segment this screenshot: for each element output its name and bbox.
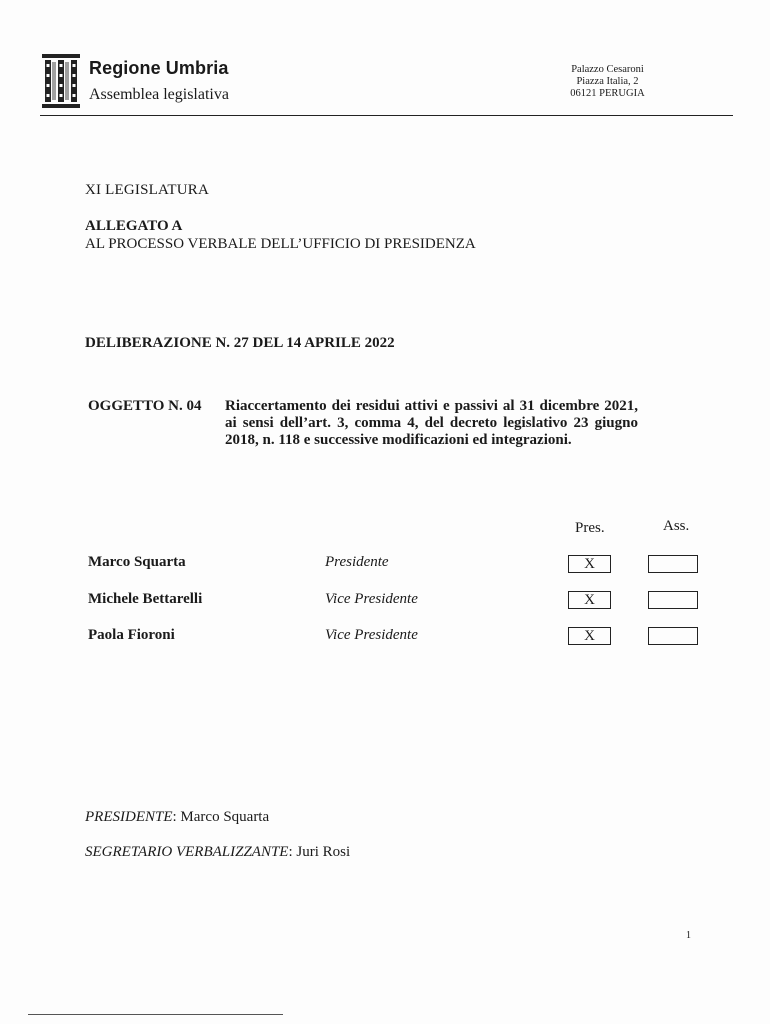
absent-checkbox [648, 627, 698, 645]
member-role: Vice Presidente [325, 591, 418, 607]
allegato-title: ALLEGATO A [85, 218, 183, 234]
org-subtitle: Assemblea legislativa [89, 86, 229, 103]
member-name: Marco Squarta [88, 554, 186, 570]
member-role: Vice Presidente [325, 627, 418, 643]
presidente-line [85, 809, 269, 826]
absent-checkbox [648, 555, 698, 573]
address-line: Piazza Italia, 2 [576, 76, 639, 87]
present-column-header: Pres. [575, 520, 605, 536]
bottom-divider [28, 1014, 283, 1015]
segretario-label: SEGRETARIO VERBALIZZANTE [85, 844, 289, 860]
segretario-line [85, 844, 350, 861]
member-name: Michele Bettarelli [88, 591, 203, 607]
page-number: 1 [686, 930, 691, 941]
header-divider [40, 115, 733, 116]
member-name: Paola Fioroni [88, 627, 175, 643]
deliberazione-heading: DELIBERAZIONE N. 27 DEL 14 APRILE 2022 [85, 335, 395, 351]
legislatura-heading: XI LEGISLATURA [85, 182, 210, 198]
presidente-label: PRESIDENTE [85, 809, 173, 825]
absent-column-header: Ass. [663, 518, 690, 534]
address-line: 06121 PERUGIA [570, 88, 645, 99]
present-checkbox: X [568, 591, 611, 609]
present-checkbox: X [568, 555, 611, 573]
presidente-name: : Marco Squarta [172, 809, 270, 825]
absent-checkbox [648, 591, 698, 609]
oggetto-label: OGGETTO N. 04 [88, 398, 202, 414]
org-name: Regione Umbria [89, 58, 229, 78]
allegato-subtitle: AL PROCESSO VERBALE DELL’UFFICIO DI PRESIDENZA [85, 236, 476, 252]
regione-umbria-logo-icon [40, 52, 82, 110]
segretario-name: : Juri Rosi [288, 844, 351, 860]
address-block [540, 64, 675, 100]
address-line: Palazzo Cesaroni [571, 64, 644, 75]
oggetto-text: Riaccertamento dei residui attivi e passivi al 31 dicembre 2021, ai sensi dell’art. 3, comma 4, del decreto legislativo 23 giugno 2018, n. 118 e successive modificazioni ed integrazioni. [225, 398, 638, 448]
member-role: Presidente [325, 554, 389, 570]
present-checkbox: X [568, 627, 611, 645]
